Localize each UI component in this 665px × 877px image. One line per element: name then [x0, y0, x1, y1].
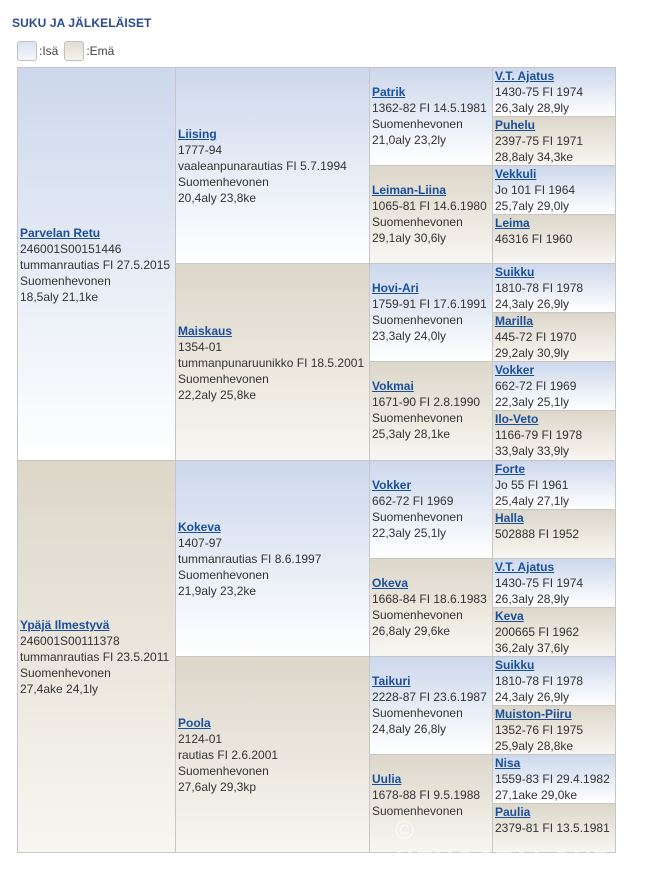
horse-info: [495, 68, 613, 116]
pedigree-cell-gen4-6: [492, 361, 616, 411]
horse-detail-line: 26,8aly 29,6ke: [372, 624, 451, 638]
horse-detail-line: Suomenhevonen: [372, 411, 463, 425]
horse-detail-line: Suomenhevonen: [372, 313, 463, 327]
horse-name-link[interactable]: Ilo-Veto: [495, 412, 539, 426]
horse-info: [178, 323, 367, 403]
horse-info: [20, 617, 173, 697]
dam-legend-label: :Emä: [86, 44, 115, 58]
pedigree-cell-gen4-2: [492, 165, 616, 215]
horse-detail-line: 1810-78 FI 1978: [495, 674, 584, 688]
horse-detail-line: Suomenhevonen: [20, 666, 111, 680]
horse-detail-line: 26,3aly 28,9ly: [495, 592, 570, 606]
horse-name-link[interactable]: Keva: [495, 609, 524, 623]
horse-detail-line: 23,3aly 24,0ly: [372, 329, 447, 343]
pedigree-cell-gen4-14: [492, 754, 616, 804]
horse-detail-line: 200665 FI 1962: [495, 625, 580, 639]
horse-detail-line: Suomenhevonen: [372, 117, 463, 131]
horse-detail-line: 1407-97: [178, 536, 223, 550]
horse-detail-line: 246001S00111378: [20, 634, 120, 648]
horse-name-link[interactable]: Kokeva: [178, 520, 221, 534]
pedigree-cell-gen3-2: [369, 263, 493, 362]
horse-detail-line: tummanrautias FI 8.6.1997: [178, 552, 322, 566]
horse-info: [495, 608, 613, 656]
horse-detail-line: 27,4ake 24,1ly: [20, 682, 99, 696]
horse-info: [495, 313, 613, 361]
horse-detail-line: Suomenhevonen: [178, 175, 269, 189]
horse-detail-line: 1430-75 FI 1974: [495, 576, 584, 590]
horse-detail-line: 1777-94: [178, 143, 223, 157]
horse-detail-line: 22,3aly 25,1ly: [495, 395, 570, 409]
pedigree-cell-gen3-7: [369, 754, 493, 853]
horse-name-link[interactable]: Nisa: [495, 756, 521, 770]
pedigree-cell-gen4-15: [492, 803, 616, 853]
horse-detail-line: 1671-90 FI 2.8.1990: [372, 395, 481, 409]
horse-detail-line: 1678-88 FI 9.5.1988: [372, 788, 481, 802]
horse-info: [495, 755, 613, 803]
horse-name-link[interactable]: Vokmai: [372, 379, 414, 393]
horse-name-link[interactable]: Marilla: [495, 314, 534, 328]
horse-name-link[interactable]: Uulia: [372, 772, 402, 786]
horse-info: [495, 362, 613, 410]
horse-info: [495, 166, 613, 214]
horse-detail-line: 26,3aly 28,9ly: [495, 101, 570, 115]
horse-name-link[interactable]: Muiston-Piiru: [495, 707, 572, 721]
horse-name-link[interactable]: Suikku: [495, 658, 535, 672]
pedigree-cell-gen1-1: [17, 460, 176, 853]
horse-name-link[interactable]: Hovi-Ari: [372, 281, 419, 295]
horse-name-link[interactable]: Patrik: [372, 85, 406, 99]
pedigree-cell-gen1-0: [17, 67, 176, 461]
horse-name-link[interactable]: Parvelan Retu: [20, 226, 101, 240]
pedigree-cell-gen4-5: [492, 312, 616, 362]
horse-info: [372, 477, 490, 541]
horse-detail-line: 2124-01: [178, 732, 223, 746]
horse-detail-line: 18,5aly 21,1ke: [20, 290, 99, 304]
horse-detail-line: 1810-78 FI 1978: [495, 281, 584, 295]
horse-detail-line: 246001S00151446: [20, 242, 122, 256]
horse-info: [495, 804, 613, 836]
horse-detail-line: Suomenhevonen: [20, 274, 111, 288]
horse-detail-line: 1668-84 FI 18.6.1983: [372, 592, 487, 606]
horse-detail-line: 20,4aly 23,8ke: [178, 191, 257, 205]
pedigree-cell-gen4-7: [492, 410, 616, 461]
horse-detail-line: 22,2aly 25,8ke: [178, 388, 257, 402]
horse-info: [495, 411, 613, 459]
pedigree-cell-gen4-11: [492, 607, 616, 657]
pedigree-cell-gen3-5: [369, 558, 493, 657]
horse-name-link[interactable]: Vokker: [372, 478, 412, 492]
horse-detail-line: tummanpunaruunikko FI 18.5.2001: [178, 356, 365, 370]
horse-detail-line: rautias FI 2.6.2001: [178, 748, 279, 762]
horse-info: [178, 715, 367, 795]
horse-name-link[interactable]: Liising: [178, 127, 217, 141]
page-title: SUKU JA JÄLKELÄISET: [12, 16, 152, 30]
horse-detail-line: 24,8aly 26,8ly: [372, 722, 447, 736]
horse-detail-line: 662-72 FI 1969: [372, 494, 454, 508]
horse-detail-line: 21,0aly 23,2ly: [372, 133, 447, 147]
horse-info: [495, 706, 613, 754]
horse-detail-line: Jo 101 FI 1964: [495, 183, 576, 197]
pedigree-cell-gen4-10: [492, 558, 616, 608]
horse-detail-line: 1166-79 FI 1978: [495, 428, 583, 442]
pedigree-cell-gen2-2: [175, 460, 370, 657]
horse-info: [495, 461, 613, 509]
horse-detail-line: 1759-91 FI 17.6.1991: [372, 297, 487, 311]
horse-detail-line: 29,2aly 30,9ly: [495, 346, 570, 360]
horse-detail-line: 1430-75 FI 1974: [495, 85, 584, 99]
horse-detail-line: Suomenhevonen: [372, 608, 463, 622]
horse-detail-line: 1352-76 FI 1975: [495, 723, 584, 737]
horse-name-link[interactable]: Okeva: [372, 576, 409, 590]
horse-detail-line: 25,9aly 28,8ke: [495, 739, 574, 753]
horse-info: [495, 510, 613, 542]
pedigree-cell-gen4-9: [492, 509, 616, 559]
horse-detail-line: 1559-83 FI 29.4.1982: [495, 772, 610, 786]
pedigree-cell-gen3-3: [369, 361, 493, 461]
horse-detail-line: 22,3aly 25,1ly: [372, 526, 447, 540]
horse-info: [372, 771, 490, 819]
horse-info: [20, 225, 173, 305]
horse-detail-line: 445-72 FI 1970: [495, 330, 577, 344]
pedigree-cell-gen4-4: [492, 263, 616, 313]
horse-detail-line: tummanrautias FI 27.5.2015: [20, 258, 171, 272]
horse-info: [372, 84, 490, 148]
horse-name-link[interactable]: Taikuri: [372, 674, 411, 688]
horse-detail-line: 662-72 FI 1969: [495, 379, 577, 393]
horse-detail-line: Jo 55 FI 1961: [495, 478, 569, 492]
horse-detail-line: Suomenhevonen: [372, 804, 463, 818]
pedigree-cell-gen4-12: [492, 656, 616, 706]
horse-detail-line: 25,7aly 29,0ly: [495, 199, 570, 213]
pedigree-cell-gen4-3: [492, 214, 616, 264]
horse-name-link[interactable]: Leiman-Liina: [372, 183, 447, 197]
horse-detail-line: 33,9aly 33,9ly: [495, 444, 570, 458]
horse-info: [495, 264, 613, 312]
pedigree-cell-gen4-13: [492, 705, 616, 755]
horse-name-link[interactable]: Vekkuli: [495, 167, 537, 181]
horse-name-link[interactable]: Halla: [495, 511, 524, 525]
horse-detail-line: 25,3aly 28,1ke: [372, 427, 451, 441]
horse-detail-line: 24,3aly 26,9ly: [495, 690, 570, 704]
horse-detail-line: 2397-75 FI 1971: [495, 134, 584, 148]
horse-info: [372, 182, 490, 246]
pedigree-table: [17, 67, 616, 852]
pedigree-cell-gen3-6: [369, 656, 493, 755]
pedigree-cell-gen4-8: [492, 460, 616, 510]
horse-detail-line: 2228-87 FI 23.6.1987: [372, 690, 487, 704]
horse-detail-line: tummanrautias FI 23.5.2011: [20, 650, 170, 664]
dam-color-swatch: [64, 41, 84, 61]
sire-legend-label: :Isä: [39, 44, 59, 58]
pedigree-cell-gen3-4: [369, 460, 493, 559]
horse-info: [495, 215, 613, 247]
horse-detail-line: 1065-81 FI 14.6.1980: [372, 199, 487, 213]
horse-info: [372, 575, 490, 639]
horse-name-link[interactable]: Maiskaus: [178, 324, 233, 338]
horse-detail-line: Suomenhevonen: [178, 764, 269, 778]
horse-detail-line: 29,1aly 30,6ly: [372, 231, 447, 245]
horse-detail-line: Suomenhevonen: [372, 510, 463, 524]
horse-name-link[interactable]: Paulia: [495, 805, 531, 819]
horse-name-link[interactable]: Leima: [495, 216, 530, 230]
horse-detail-line: 27,6aly 29,3kp: [178, 780, 257, 794]
horse-name-link[interactable]: Puhelu: [495, 118, 536, 132]
horse-detail-line: 24,3aly 26,9ly: [495, 297, 570, 311]
horse-detail-line: 502888 FI 1952: [495, 527, 580, 541]
horse-name-link[interactable]: Vokker: [495, 363, 535, 377]
horse-info: [178, 519, 367, 599]
horse-info: [372, 673, 490, 737]
pedigree-cell-gen2-3: [175, 656, 370, 853]
horse-detail-line: 21,9aly 23,2ke: [178, 584, 257, 598]
horse-info: [495, 657, 613, 705]
horse-detail-line: 36,2aly 37,6ly: [495, 641, 570, 655]
legend: [17, 40, 120, 62]
horse-name-link[interactable]: V.T. Ajatus: [495, 560, 555, 574]
watermark: © HEVOSTALOUDEN: [395, 815, 655, 876]
horse-name-link[interactable]: Suikku: [495, 265, 535, 279]
pedigree-cell-gen3-0: [369, 67, 493, 166]
pedigree-cell-gen2-1: [175, 263, 370, 461]
horse-name-link[interactable]: Poola: [178, 716, 211, 730]
horse-detail-line: 25,4aly 27,1ly: [495, 494, 570, 508]
pedigree-cell-gen4-0: [492, 67, 616, 117]
horse-detail-line: Suomenhevonen: [178, 372, 269, 386]
horse-info: [495, 117, 613, 165]
horse-name-link[interactable]: Forte: [495, 462, 525, 476]
horse-info: [178, 126, 367, 206]
horse-detail-line: 46316 FI 1960: [495, 232, 573, 246]
horse-info: [495, 559, 613, 607]
horse-name-link[interactable]: V.T. Ajatus: [495, 69, 555, 83]
horse-detail-line: Suomenhevonen: [178, 568, 269, 582]
pedigree-cell-gen2-0: [175, 67, 370, 264]
horse-detail-line: vaaleanpunarautias FI 5.7.1994: [178, 159, 347, 173]
horse-detail-line: 1354-01: [178, 340, 223, 354]
horse-info: [372, 378, 490, 442]
horse-info: [372, 280, 490, 344]
horse-detail-line: Suomenhevonen: [372, 706, 463, 720]
pedigree-cell-gen4-1: [492, 116, 616, 166]
horse-detail-line: Suomenhevonen: [372, 215, 463, 229]
horse-name-link[interactable]: Ypäjä Ilmestyvä: [20, 618, 110, 632]
horse-detail-line: 2379-81 FI 13.5.1981: [495, 821, 610, 835]
sire-color-swatch: [17, 41, 37, 61]
horse-detail-line: 1362-82 FI 14.5.1981: [372, 101, 487, 115]
pedigree-cell-gen3-1: [369, 165, 493, 264]
horse-detail-line: 28,8aly 34,3ke: [495, 150, 574, 164]
horse-detail-line: 27,1ake 29,0ke: [495, 788, 578, 802]
